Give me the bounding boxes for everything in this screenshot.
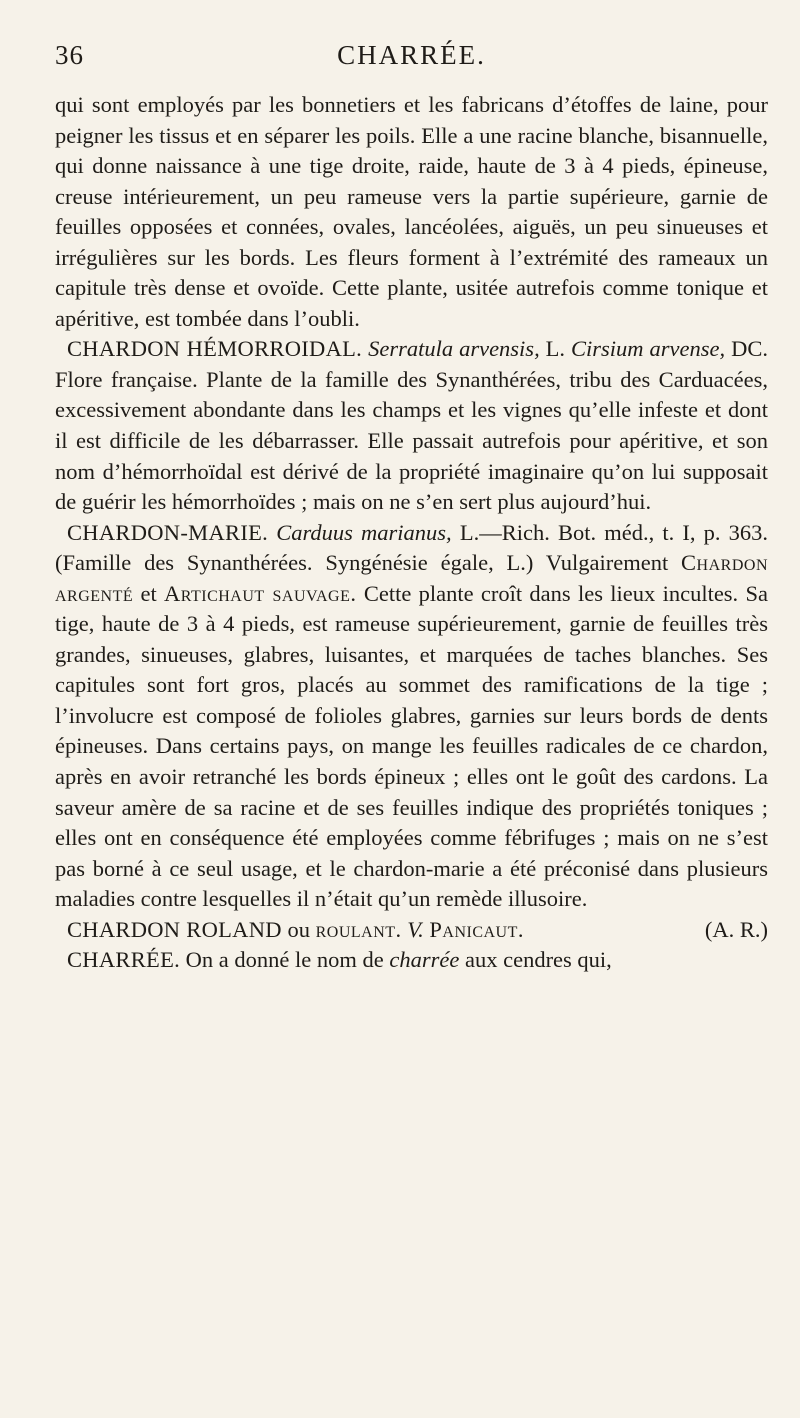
entry-headword: CHARDON ROLAND [67,916,282,942]
body-text [55,90,768,976]
running-head [55,40,768,90]
continuation-paragraph: qui sont employés par les bonnetiers et les fabricans d’étoffes de laine, pour peigner les tissus et en séparer les poils. Elle a une racine blanche, bisannuelle, qui donne naissance à une tige droite, raide, haute de 3 à 4 pieds, épineuse, creuse intérieurement, un peu rameuse vers la partie supérieure, garnie de feuilles opposées et connées, ovales, lancéolées, aiguës, un peu sinueuses et irrégulières sur les bords. Les fleurs forment à l’extrémité des rameaux un capitule très dense et ovoïde. Cette plante, usitée autrefois comme tonique et apéritive, est tombée dans l’oubli. [55,92,768,331]
entry-italic-term: charrée [389,947,460,973]
entry-latin-name: Carduus marianus, [276,519,452,545]
entry-authority: L. [539,336,572,362]
entry-connector: ou [281,916,316,942]
entry-author-initials: (A. R.) [704,916,768,942]
entry-headword: CHARDON-MARIE. [67,519,269,545]
entry-chardon-roland [55,915,768,946]
entry-latin-synonym: Cirsium arvense, [571,336,726,362]
entry-body: DC. Flore française. Plante de la famille des Synanthérées, tribu des Carduacées, excessivement abondante dans les champs et les vignes qu’elle infeste et dont il est difficile de les débarrasser. Elle passait autrefois pour apéritive, et son nom d’hémorrhoïdal est dérivé de la propriété imaginaire qu’on lui supposait de guérir les hémorrhoïdes ; mais on ne s’en sert plus aujourd’hui. [55,336,768,515]
entry-body-part: L.—Rich. Bot. méd., t. I, p. 363. (Famille des Synanthérées. Syngénésie égale, L.) Vulgairement [55,519,769,576]
entry-chardon-hemorroidal [55,334,768,517]
entry-charree [55,945,768,976]
page-number: 36 [55,40,84,70]
entry-vernacular-name: Artichaut sauvage. [164,580,357,606]
entry-body-part: et [133,580,165,606]
entry-cross-reference: Panicaut. [429,916,525,942]
entry-latin-name: Serratula arvensis, [368,336,540,362]
entry-see-reference: V. [401,916,430,942]
entry-vernacular-name: Chardon argenté [55,550,768,606]
entry-chardon-marie [55,518,768,915]
entry-body-part: Cette plante croît dans les lieux incultes. Sa tige, haute de 3 à 4 pieds, est rameuse supérieurement, garnie de feuilles très grandes, sinueuses, glabres, luisantes, et marquées de taches blanches. Ses capitules sont fort gros, placés au sommet des ramifications de la tige ; l’involucre est composé de folioles glabres, garnies sur leurs bords de dents épineuses. Dans certains pays, on mange les feuilles radicales de ce chardon, après en avoir retranché les bords épineux ; elles ont le goût des cardons. La saveur amère de sa racine et de ses feuilles indique des propriétés toniques ; elles ont en conséquence été employées comme fébrifuges ; mais on ne s’est pas borné à ce seul usage, et le chardon-marie a été préconisé dans plusieurs maladies contre lesquelles il n’était qu’un remède illusoire. [55,580,768,912]
entry-body-part: On a donné le nom de [180,947,390,973]
entry-body-part: aux cendres qui, [459,947,612,973]
entry-headword: CHARRÉE. [67,947,181,973]
running-title: CHARRÉE. [337,40,486,70]
entry-headword: CHARDON HÉMORROIDAL. [67,336,363,362]
entry-variant-name: roulant. [315,916,402,942]
